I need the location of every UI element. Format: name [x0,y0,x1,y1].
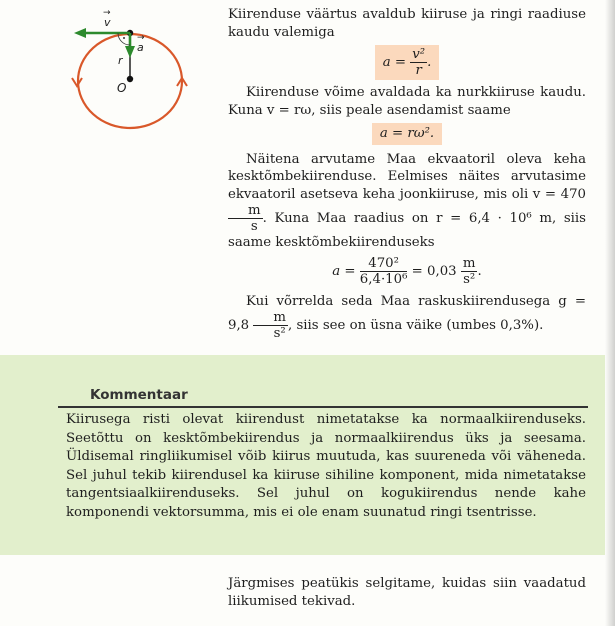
paragraph-angular-velocity: Kiirenduse võime avaldada ka nurkkiiruse kaudu. Kuna v = rω, siis peale asendamist saame [228,85,586,118]
acceleration-label: a [137,41,144,54]
velocity-label: v [104,16,111,29]
acceleration-arrow-icon [125,46,135,58]
paragraph-gravity-compare: Kui võrrelda seda Maa raskuskiirendusega g = 9,8 $\frac{m}{\text{s²}}$ , siis see on üsna väike (umbes 0,3%). [228,293,586,341]
svg-text:→: → [137,33,145,43]
center-point [127,76,133,82]
comment-divider [58,406,588,408]
main-text-column [228,6,586,341]
paragraph-acceleration-intro: Kiirenduse väärtus avaldub kiiruse ja ringi raadiuse kaudu valemiga [228,7,586,40]
comment-body: Kiirusega risti olevat kiirendust nimetatakse ka normaalkiirenduseks. Seetõttu on kesktõmbekiirendus ja normaalkiirendus üks ja seesama. Üldisemal ringliikumisel võib kiirus muutuda, kas suureneda või väheneda. Sel juhul tekib kiirendusel ka kiiruse sihiline komponent, mida nimetatakse tangentsiaalkiirenduseks. Sel juhul on kogukiirendus nende kahe komponendi vektorsumma, mis ei ole enam suunatud ringi tsentrisse. [66,412,586,520]
circular-motion-diagram [60,4,210,134]
svg-text:→: → [103,8,111,18]
page-edge-shadow [605,0,615,626]
formula-centripetal: a = $\frac{\text{v²}}{r}$ . [228,45,586,80]
paragraph-earth-example: Näitena arvutame Maa ekvaatoril oleva keha kesktõmbekiirenduse. Eelmises näites arvutasime ekvaatoril asetseva keha joonkiiruse, mis oli v = 470 $\frac{m}{s}$ . Kuna Maa raadius on r = 6,4 · 10⁶ m, siis saame kesktõmbekiirenduseks [228,151,586,250]
center-label: O [117,81,127,95]
formula-earth-result: a = $\frac{\text{470²}}{\text{6,4·10⁶}}$ = 0,03 $\frac{m}{\text{s²}}$ . [332,255,482,287]
velocity-arrow-icon [74,28,86,38]
comment-title: Kommentaar [90,387,188,403]
next-chapter-note: Järgmises peatükis selgitame, kuidas siin vaadatud liikumised tekivad. [228,576,586,609]
radius-label: r [118,54,123,67]
formula-angular: a = rω². [228,123,586,145]
